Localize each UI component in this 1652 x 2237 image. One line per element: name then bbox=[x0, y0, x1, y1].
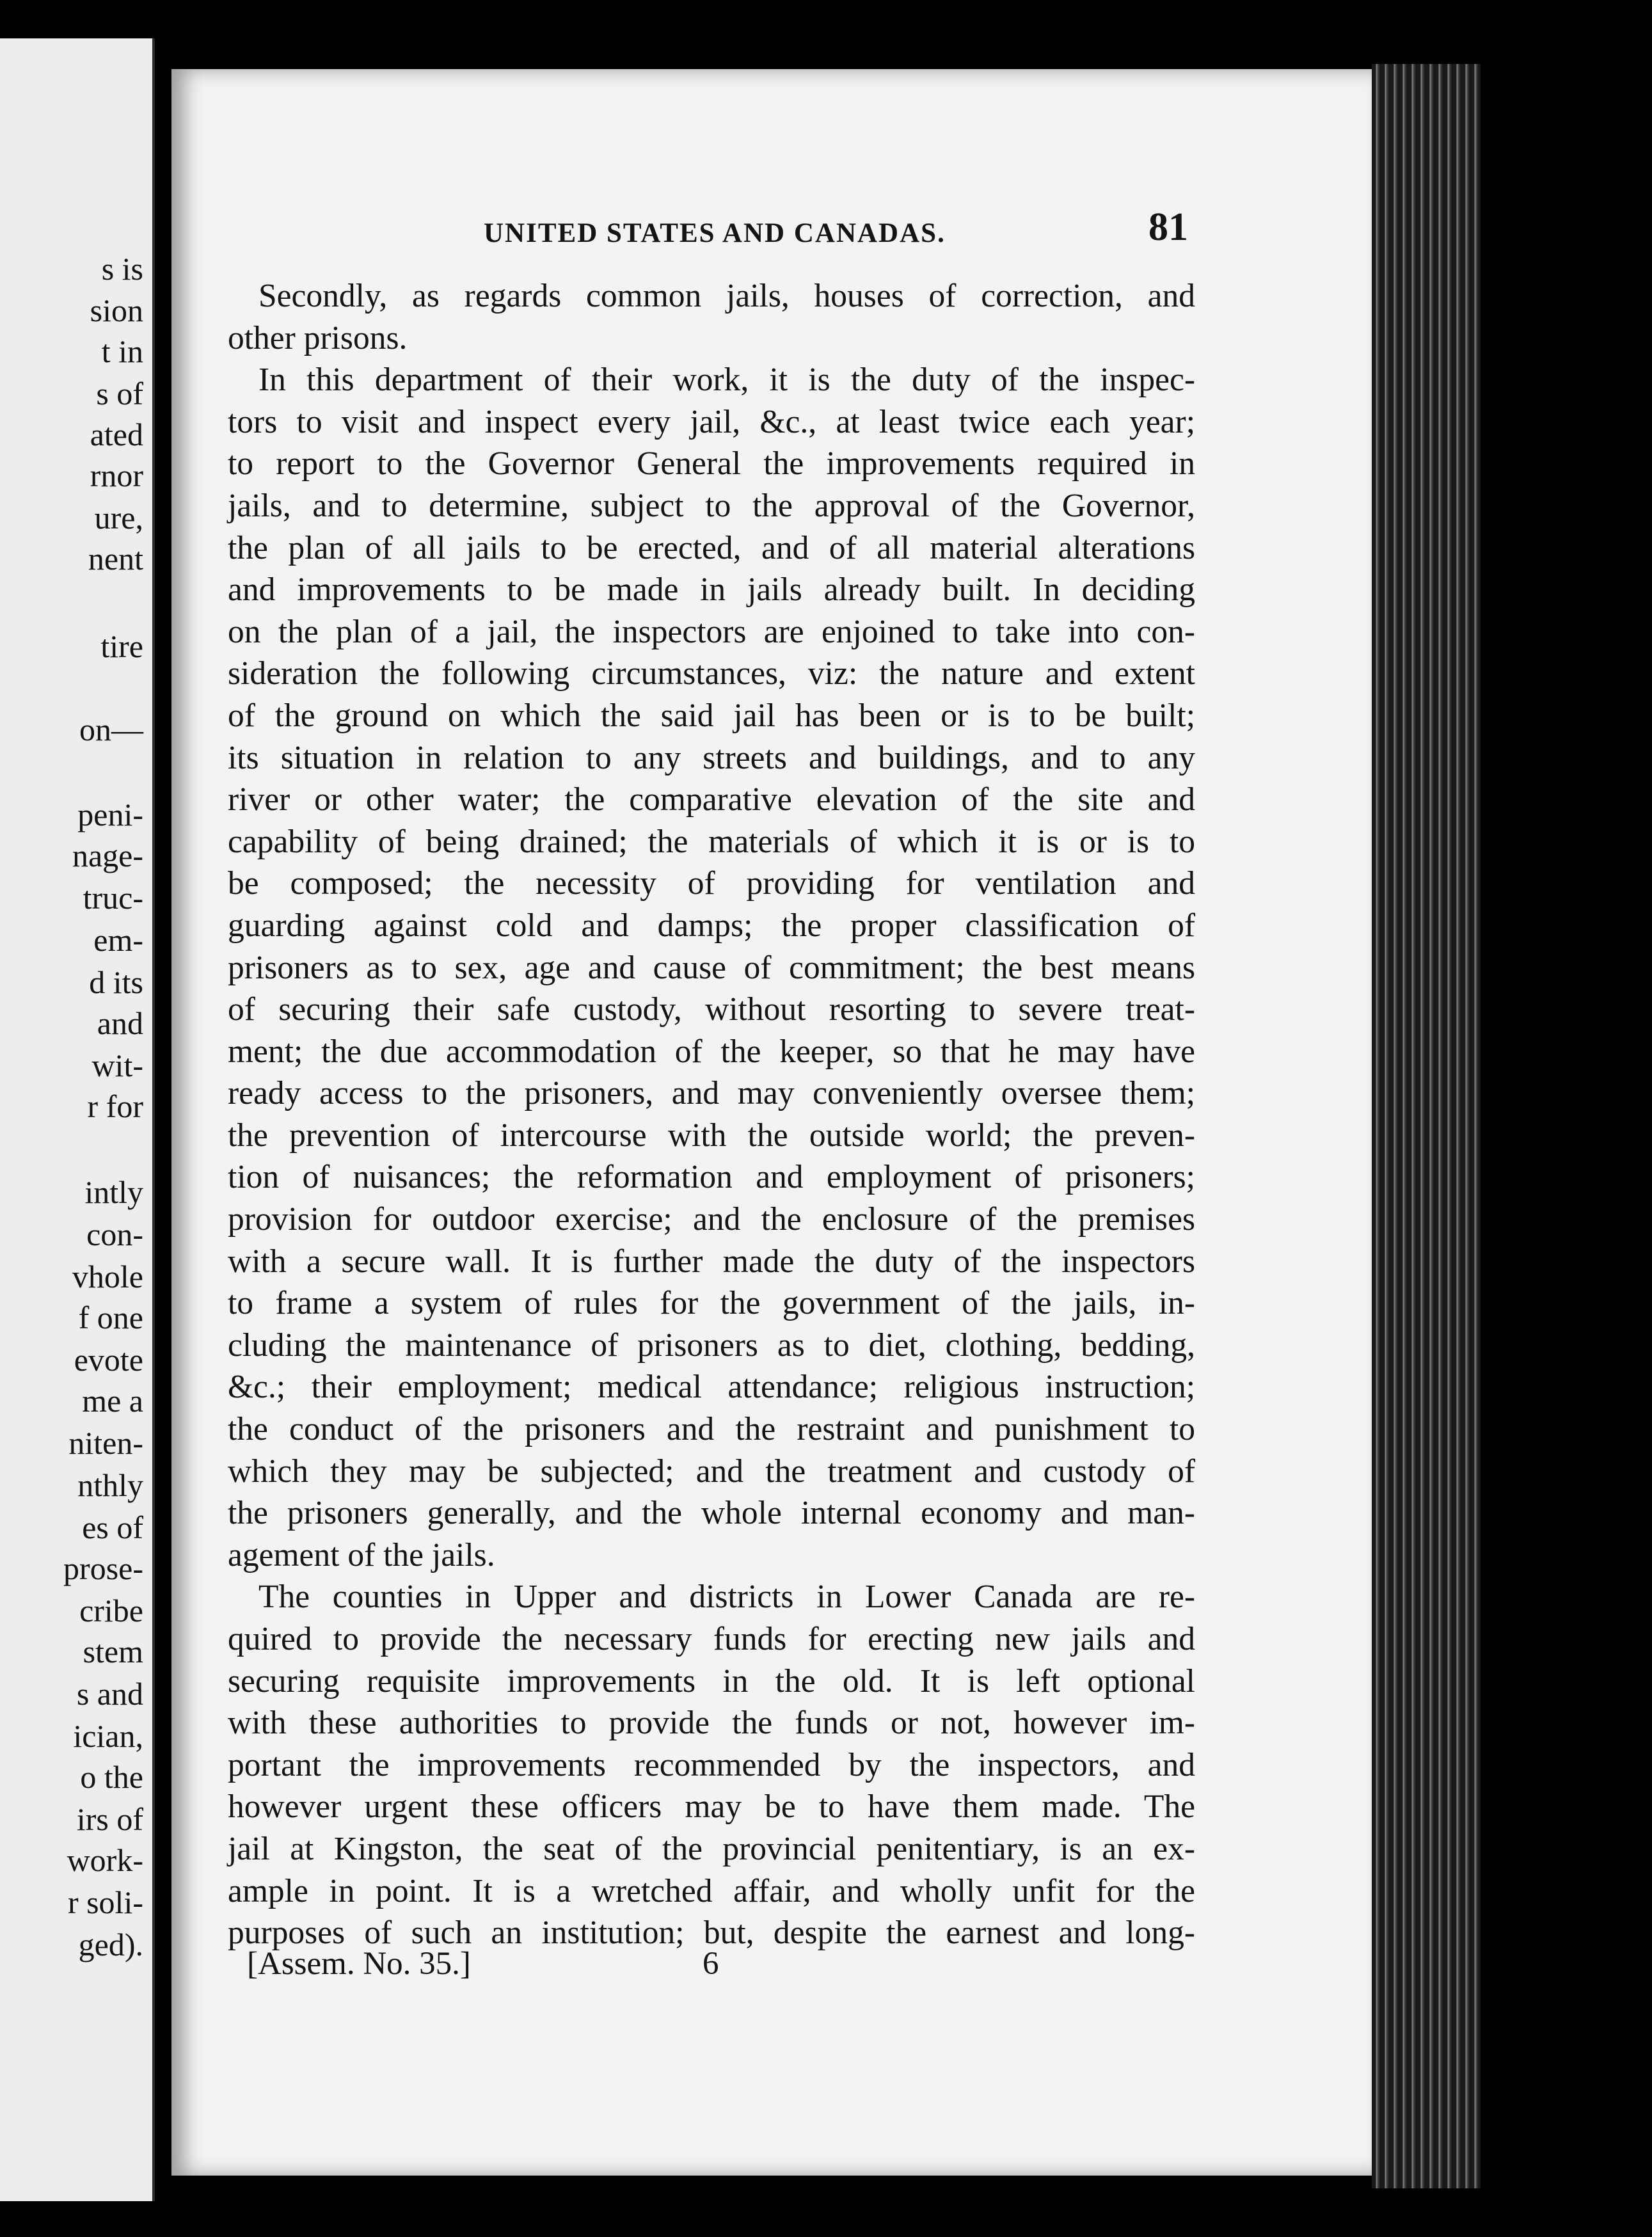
left-page-fragment: ged). bbox=[78, 1927, 143, 1962]
left-page-fragment: stem bbox=[83, 1634, 143, 1669]
left-page-fragment: vhole bbox=[72, 1259, 143, 1294]
left-page-fragment: peni- bbox=[77, 797, 143, 832]
body-line: the plan of all jails to be erected, and of all material alterations bbox=[228, 529, 1195, 566]
signature-mark: 6 bbox=[703, 1946, 719, 1982]
left-page-fragment: f one bbox=[78, 1300, 143, 1335]
body-line: guarding against cold and damps; the proper classification of bbox=[228, 907, 1195, 944]
left-page-fragment: con- bbox=[86, 1216, 143, 1252]
left-page-fragment: cribe bbox=[79, 1593, 143, 1628]
left-page-fragment: ure, bbox=[94, 500, 143, 536]
body-line: its situation in relation to any streets and buildings, and to any bbox=[228, 739, 1195, 776]
left-page-fragment: wit- bbox=[91, 1047, 143, 1083]
document-reference: [Assem. No. 35.] bbox=[247, 1946, 471, 1982]
body-line: however urgent these officers may be to have them made. The bbox=[228, 1788, 1195, 1826]
left-page-fragment: irs of bbox=[76, 1801, 143, 1837]
left-page-fragment: s and bbox=[76, 1676, 143, 1712]
page-number: 81 bbox=[1148, 205, 1188, 249]
body-line: In this department of their work, it is the duty of the inspec- bbox=[258, 362, 1195, 399]
body-text bbox=[228, 275, 1195, 1954]
left-page-fragment: me a bbox=[82, 1383, 143, 1419]
body-line: jails, and to determine, subject to the approval of the Governor, bbox=[228, 487, 1195, 524]
left-page-fragment: sion bbox=[90, 292, 143, 328]
body-line: and improvements to be made in jails already built. In deciding bbox=[228, 571, 1195, 609]
body-line: ample in point. It is a wretched affair, and wholly unfit for the bbox=[228, 1872, 1195, 1909]
running-title: UNITED STATES AND CANADAS. bbox=[484, 218, 946, 248]
body-line: ment; the due accommodation of the keeper, so that he may have bbox=[228, 1033, 1195, 1070]
left-page-fragment: d its bbox=[89, 964, 143, 1000]
body-line: capability of being drained; the materials of which it is or is to bbox=[228, 823, 1195, 860]
body-line: purposes of such an institution; but, despite the earnest and long- bbox=[228, 1915, 1195, 1952]
left-page-fragment: em- bbox=[93, 922, 143, 958]
body-line: with these authorities to provide the funds or not, however im- bbox=[228, 1705, 1195, 1742]
body-line: of the ground on which the said jail has been or is to be built; bbox=[228, 697, 1195, 734]
body-line: provision for outdoor exercise; and the enclosure of the premises bbox=[228, 1201, 1195, 1238]
body-line: quired to provide the necessary funds for erecting new jails and bbox=[228, 1621, 1195, 1657]
left-page-fragment: rnor bbox=[90, 458, 143, 493]
body-line: which they may be subjected; and the treatment and custody of bbox=[228, 1453, 1195, 1490]
body-line: The counties in Upper and districts in Lower Canada are re- bbox=[258, 1579, 1195, 1616]
left-page-fragment: work- bbox=[67, 1842, 143, 1878]
left-page-fragment: r for bbox=[87, 1088, 143, 1124]
book-page-edges bbox=[1372, 64, 1481, 2188]
body-line: to frame a system of rules for the government of the jails, in- bbox=[228, 1285, 1195, 1322]
body-line: securing requisite improvements in the old. It is left optional bbox=[228, 1662, 1195, 1700]
left-page-fragment: truc- bbox=[83, 880, 143, 916]
body-line: the conduct of the prisoners and the restraint and punishment to bbox=[228, 1411, 1195, 1448]
left-page-fragment: s is bbox=[101, 251, 143, 287]
body-line: ready access to the prisoners, and may conveniently oversee them; bbox=[228, 1075, 1195, 1112]
body-line: agement of the jails. bbox=[228, 1536, 495, 1573]
left-facing-page bbox=[0, 38, 155, 2201]
left-page-fragment: ician, bbox=[73, 1718, 143, 1754]
left-page-fragment: on— bbox=[79, 712, 143, 747]
body-line: prisoners as to sex, age and cause of commitment; the best means bbox=[228, 949, 1195, 986]
body-line: sideration the following circumstances, viz: the nature and extent bbox=[228, 655, 1195, 692]
body-line: river or other water; the comparative elevation of the site and bbox=[228, 781, 1195, 818]
left-page-fragment: nent bbox=[88, 541, 143, 577]
body-line: the prevention of intercourse with the outside world; the preven- bbox=[228, 1117, 1195, 1154]
body-line: be composed; the necessity of providing for ventilation and bbox=[228, 865, 1195, 902]
body-line: other prisons. bbox=[228, 319, 408, 356]
left-page-fragment: tire bbox=[100, 628, 143, 664]
left-page-fragment: ated bbox=[90, 417, 143, 452]
left-page-fragment: nage- bbox=[72, 838, 143, 873]
left-page-fragment: s of bbox=[96, 376, 143, 411]
body-line: cluding the maintenance of prisoners as to diet, clothing, bedding, bbox=[228, 1326, 1195, 1364]
left-page-fragment: evote bbox=[74, 1342, 143, 1378]
body-line: jail at Kingston, the seat of the provincial penitentiary, is an ex- bbox=[228, 1830, 1195, 1867]
body-line: of securing their safe custody, without resorting to severe treat- bbox=[228, 991, 1195, 1028]
left-page-fragment: niten- bbox=[68, 1425, 143, 1461]
body-line: the prisoners generally, and the whole internal economy and man- bbox=[228, 1495, 1195, 1532]
left-page-fragment: t in bbox=[101, 333, 143, 369]
left-page-fragment: es of bbox=[82, 1509, 143, 1545]
left-page-fragment: prose- bbox=[63, 1550, 143, 1586]
body-line: Secondly, as regards common jails, houses of correction, and bbox=[258, 278, 1195, 314]
body-line: portant the improvements recommended by the inspectors, and bbox=[228, 1746, 1195, 1783]
body-line: on the plan of a jail, the inspectors are enjoined to take into con- bbox=[228, 613, 1195, 650]
body-line: to report to the Governor General the improvements required in bbox=[228, 445, 1195, 482]
body-line: tion of nuisances; the reformation and employment of prisoners; bbox=[228, 1159, 1195, 1196]
left-page-fragment: o the bbox=[80, 1759, 143, 1795]
body-line: tors to visit and inspect every jail, &c., at least twice each year; bbox=[228, 403, 1195, 440]
left-page-fragment: and bbox=[97, 1005, 143, 1041]
left-page-fragment: nthly bbox=[77, 1467, 143, 1503]
body-line: with a secure wall. It is further made the duty of the inspectors bbox=[228, 1243, 1195, 1280]
left-page-fragment: r soli- bbox=[67, 1884, 143, 1920]
left-page-fragment: intly bbox=[84, 1174, 143, 1210]
body-line: &c.; their employment; medical attendance; religious instruction; bbox=[228, 1369, 1195, 1406]
